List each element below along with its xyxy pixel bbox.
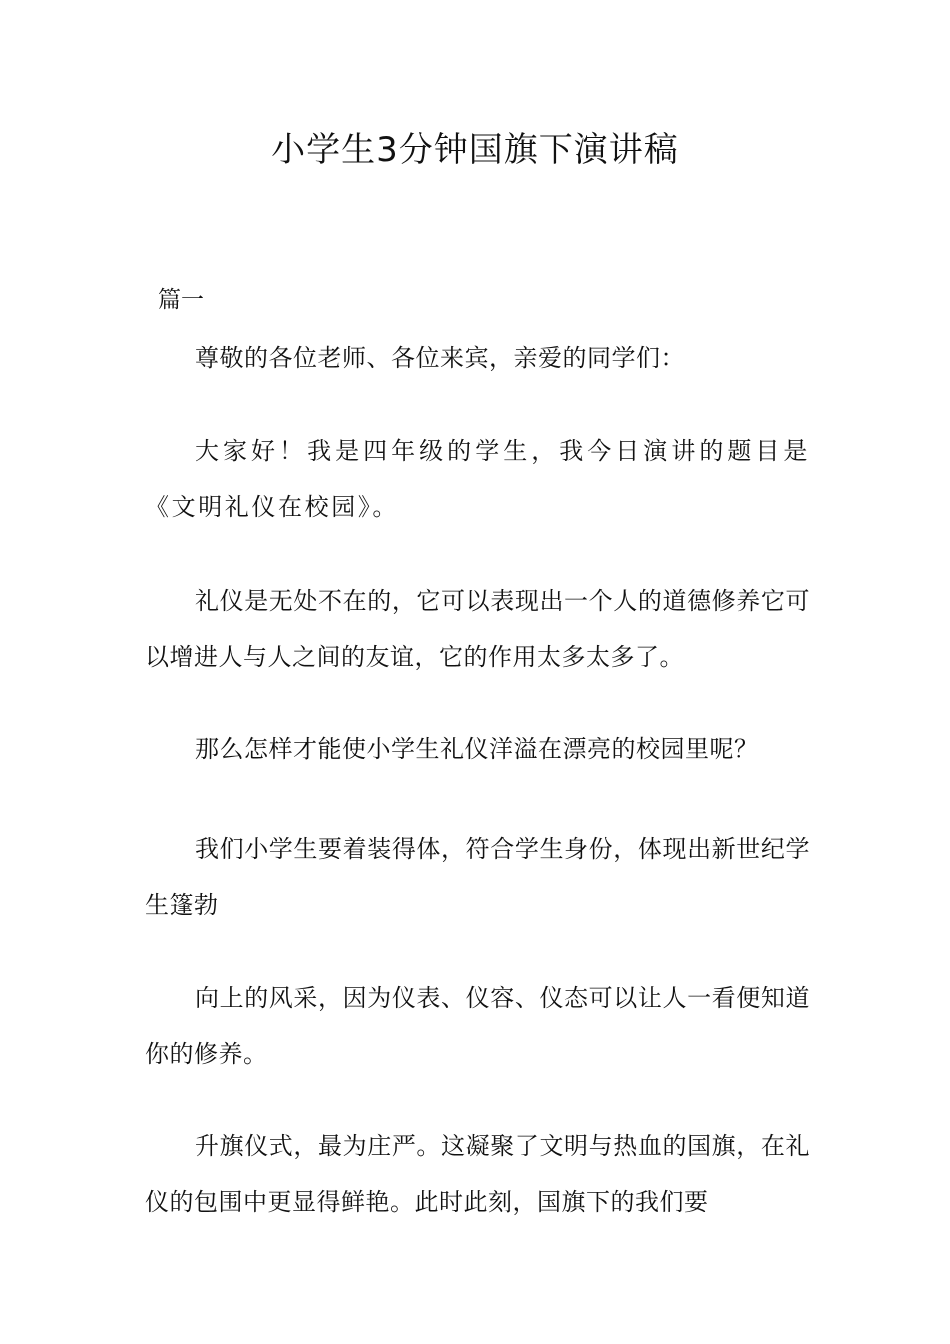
paragraph-manner: 向上的风采，因为仪表、仪容、仪态可以让人一看便知道你的修养。 — [145, 984, 810, 1068]
paragraph-introduction: 大家好！我是四年级的学生，我今日演讲的题目是《文明礼仪在校园》。 — [145, 437, 810, 521]
paragraph-dress: 我们小学生要着装得体，符合学生身份，体现出新世纪学生篷勃 — [145, 835, 810, 919]
document-title: 小学生3分钟国旗下演讲稿 — [271, 130, 679, 170]
paragraph-greeting: 尊敬的各位老师、各位来宾，亲爱的同学们： — [195, 344, 685, 372]
section-label: 篇一 — [158, 287, 204, 313]
paragraph-question: 那么怎样才能使小学生礼仪洋溢在漂亮的校园里呢？ — [195, 735, 759, 763]
paragraph-etiquette: 礼仪是无处不在的，它可以表现出一个人的道德修养它可以增进人与人之间的友谊，它的作用太多太多了。 — [145, 587, 810, 671]
paragraph-flag-ceremony: 升旗仪式，最为庄严。这凝聚了文明与热血的国旗，在礼仪的包围中更显得鲜艳。此时此刻，国旗下的我们要 — [145, 1132, 810, 1216]
